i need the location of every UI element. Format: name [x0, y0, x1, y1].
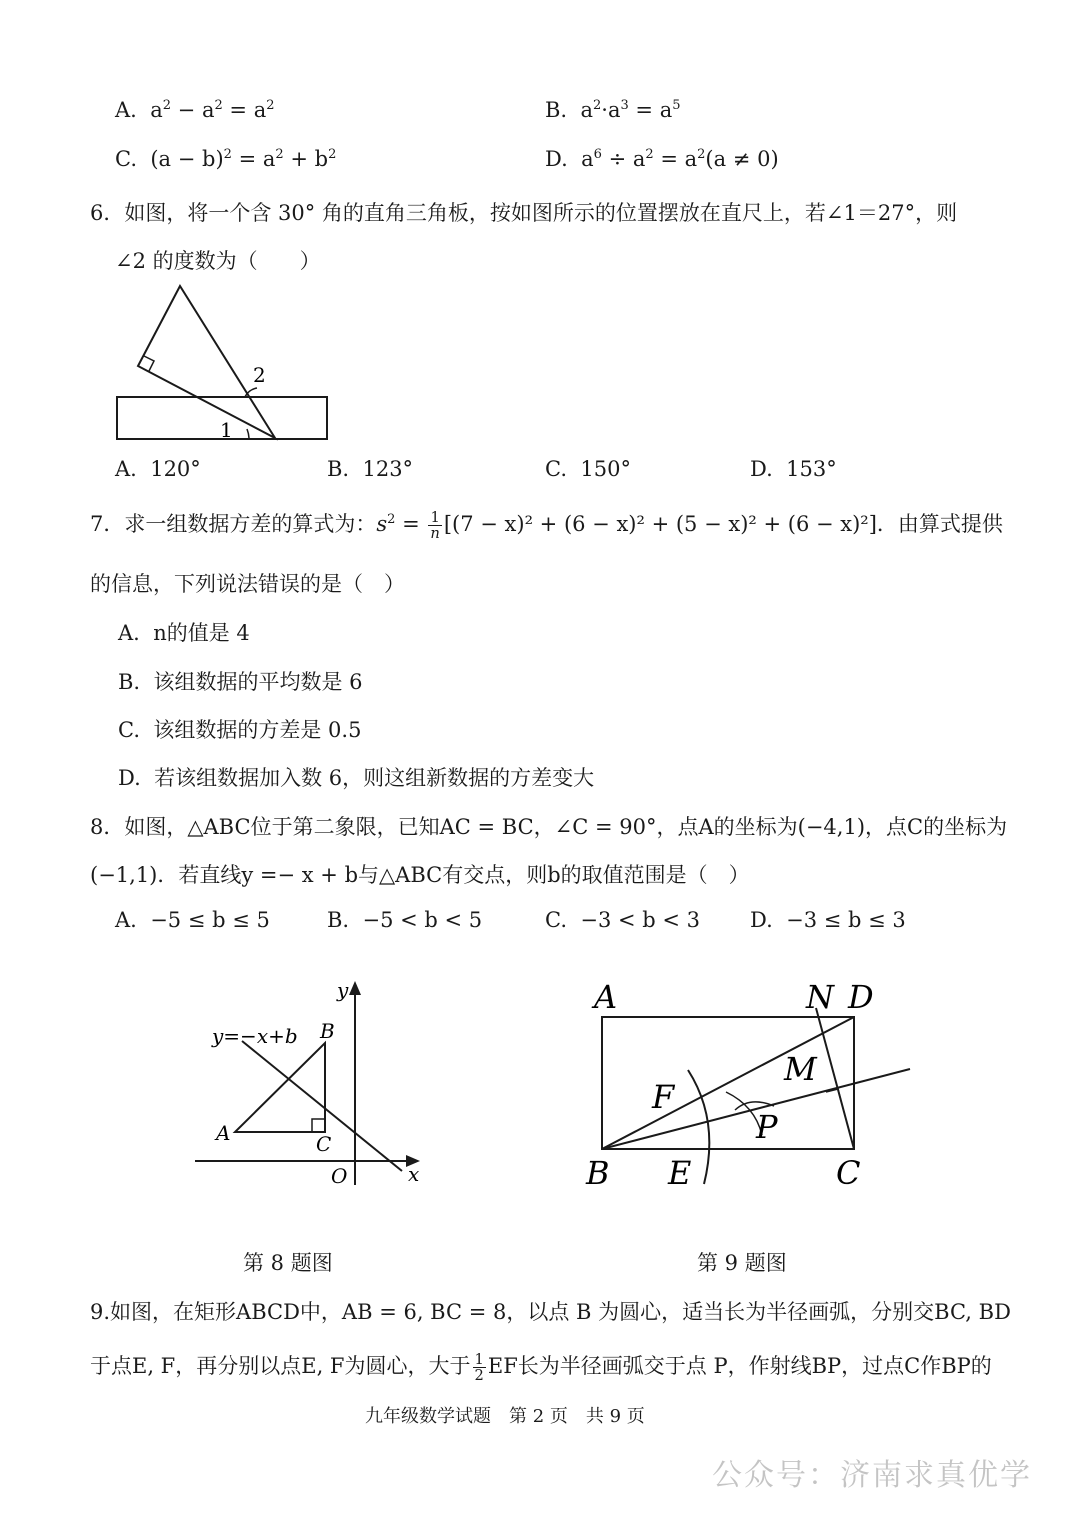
q7-option-b: B. 该组数据的平均数是 6	[118, 670, 363, 694]
q8-stem-line2: (−1,1)．若直线y =− x + b与△ABC有交点，则b的取值范围是（ ）	[90, 863, 750, 887]
point-c-label: C	[316, 1132, 332, 1156]
q6-option-d: D. 153°	[750, 457, 837, 481]
right-angle-c-mark	[312, 1119, 325, 1132]
right-angle-mark	[144, 356, 154, 371]
point-n-label: N	[806, 978, 834, 1016]
point-p-label: P	[756, 1108, 778, 1146]
angle2-label: 2	[253, 363, 266, 387]
q7-option-c: C. 该组数据的方差是 0.5	[118, 718, 362, 742]
q9-stem-line2: 于点E, F，再分别以点E, F为圆心，大于 $\frac{1}{2}$ EF长为半径画弧交于点 P，作射线BP，过点C作BP的	[90, 1350, 992, 1384]
q5-option-d: D. $a^6 \div a^2 = a^2(a \ne 0)$	[545, 147, 779, 171]
y-axis-arrow	[349, 981, 361, 995]
angle1-label: 1	[220, 418, 233, 442]
q5-option-b: B. $a^2\cdot a^3 = a^5$	[545, 98, 681, 122]
q9-figure	[580, 970, 920, 1195]
q8-figure	[190, 975, 440, 1195]
point-b-label: B	[320, 1019, 335, 1043]
q7-fraction: $\frac{1}{n}$	[430, 508, 440, 542]
perpendicular-cn	[816, 1008, 854, 1149]
point-d-label: D	[848, 978, 874, 1016]
point-c-label: C	[836, 1154, 861, 1192]
q5-option-a: A. $a^2 - a^2 = a^2$	[115, 98, 275, 122]
x-axis-label: x	[408, 1162, 420, 1186]
point-a-label: A	[594, 978, 618, 1016]
q6-option-b: B. 123°	[327, 457, 414, 481]
point-b-label: B	[586, 1154, 610, 1192]
q6-stem-line2: ∠2 的度数为（ ）	[115, 249, 321, 273]
q6-option-a: A. 120°	[115, 457, 201, 481]
q6-figure	[100, 280, 340, 450]
point-e-label: E	[668, 1154, 692, 1192]
q8-option-a: A. −5 ≤ b ≤ 5	[115, 908, 270, 932]
right-angle-m-mark	[826, 1089, 841, 1101]
q5-option-c: C. $(a - b)^2 = a^2 + b^2$	[115, 147, 337, 171]
point-m-label: M	[784, 1050, 817, 1088]
q9-fraction: $\frac{1}{2}$	[474, 1350, 484, 1384]
q7-option-a: A. n的值是 4	[118, 621, 250, 645]
origin-label: O	[331, 1164, 348, 1188]
q7-stem-line2: 的信息，下列说法错误的是（ ）	[90, 572, 405, 596]
q9-stem-line1: 9.如图，在矩形ABCD中，AB = 6, BC = 8，以点 B 为圆心，适当长为半径画弧，分别交BC, BD	[90, 1300, 1011, 1324]
y-axis-label: y	[337, 978, 349, 1002]
line-label: y=−x+b	[212, 1024, 298, 1048]
q8-option-c: C. −3 < b < 3	[545, 908, 701, 932]
q6-stem-line1: 6．如图，将一个含 30° 角的直角三角板，按如图所示的位置摆放在直尺上，若∠1＝27°，则	[90, 201, 958, 225]
q8-stem-line1: 8．如图，△ABC位于第二象限，已知AC = BC，∠C = 90°，点A的坐标为(−4,1)，点C的坐标为	[90, 815, 1008, 839]
q9-figure-caption: 第 9 题图	[697, 1251, 787, 1275]
q6-option-c: C. 150°	[545, 457, 631, 481]
set-square-triangle	[138, 286, 275, 438]
watermark: 公众号：济南求真优学	[712, 1458, 1032, 1493]
point-f-label: F	[652, 1078, 675, 1116]
q8-figure-caption: 第 8 题图	[243, 1251, 333, 1275]
q8-option-d: D. −3 ≤ b ≤ 3	[750, 908, 906, 932]
q7-stem-line1: 7．求一组数据方差的算式为：$s^2$ = $\frac{1}{n}$ [(7 − x)² + (6 − x)² + (5 − x)² + (6 − x)²]．由算式提供	[90, 508, 1003, 542]
angle1-arc	[247, 429, 249, 438]
page-footer: 九年级数学试题 第 2 页 共 9 页	[365, 1406, 645, 1427]
q7-option-d: D. 若该组数据加入数 6，则这组新数据的方差变大	[118, 766, 595, 790]
q8-option-b: B. −5 < b < 5	[327, 908, 483, 932]
point-a-label: A	[216, 1121, 231, 1145]
